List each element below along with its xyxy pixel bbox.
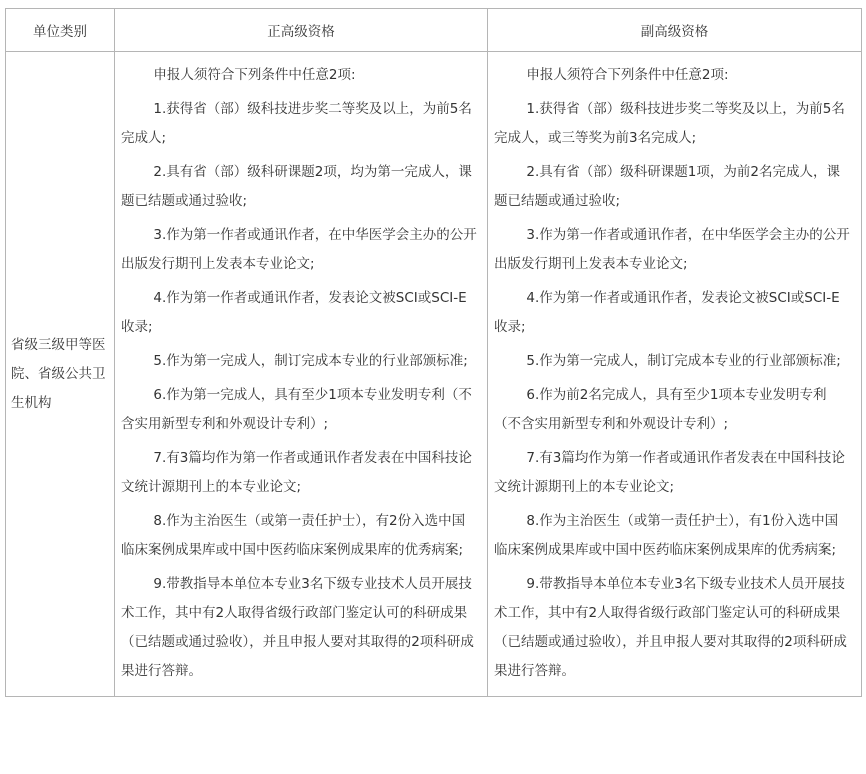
associate-criteria-cell <box>488 52 862 697</box>
header-senior-qualification: 正高级资格 <box>115 9 488 52</box>
senior-criterion-6: 6.作为第一完成人，具有至少1项本专业发明专利（不含实用新型专利和外观设计专利）; <box>121 387 472 432</box>
senior-criterion-5: 5.作为第一完成人，制订完成本专业的行业部颁标准; <box>153 353 468 369</box>
associate-intro: 申报人须符合下列条件中任意2项: <box>526 67 729 83</box>
senior-criterion-4: 4.作为第一作者或通讯作者，发表论文被SCI或SCI-E收录; <box>121 290 467 335</box>
unit-type-cell: 省级三级甲等医院、省级公共卫生机构 <box>6 52 115 697</box>
associate-criterion-9: 9.带教指导本单位本专业3名下级专业技术人员开展技术工作，其中有2人取得省级行政部门鉴定认可的科研成果（已结题或通过验收），并且申报人要对其取得的2项科研成果进行答辩。 <box>494 576 847 679</box>
associate-criterion-6: 6.作为前2名完成人，具有至少1项本专业发明专利（不含实用新型专利和外观设计专利）; <box>494 387 827 432</box>
associate-criterion-5: 5.作为第一完成人，制订完成本专业的行业部颁标准; <box>526 353 841 369</box>
associate-criterion-3: 3.作为第一作者或通讯作者，在中华医学会主办的公开出版发行期刊上发表本专业论文; <box>494 227 850 272</box>
senior-criteria-cell <box>115 52 488 697</box>
senior-criterion-3: 3.作为第一作者或通讯作者，在中华医学会主办的公开出版发行期刊上发表本专业论文; <box>121 227 477 272</box>
table-row <box>6 52 862 697</box>
associate-criterion-1: 1.获得省（部）级科技进步奖二等奖及以上，为前5名完成人，或三等奖为前3名完成人; <box>494 101 845 146</box>
associate-criterion-7: 7.有3篇均作为第一作者或通讯作者发表在中国科技论文统计源期刊上的本专业论文; <box>494 450 845 495</box>
header-unit-type: 单位类别 <box>6 9 115 52</box>
header-associate-qualification: 副高级资格 <box>488 9 862 52</box>
senior-criterion-9: 9.带教指导本单位本专业3名下级专业技术人员开展技术工作，其中有2人取得省级行政部门鉴定认可的科研成果（已结题或通过验收），并且申报人要对其取得的2项科研成果进行答辩。 <box>121 576 474 679</box>
senior-criterion-1: 1.获得省（部）级科技进步奖二等奖及以上，为前5名完成人; <box>121 101 472 146</box>
senior-criterion-8: 8.作为主治医生（或第一责任护士），有2份入选中国临床案例成果库或中国中医药临床案例成果库的优秀病案; <box>121 513 466 558</box>
associate-criterion-2: 2.具有省（部）级科研课题1项，为前2名完成人，课题已结题或通过验收; <box>494 164 840 209</box>
senior-criterion-7: 7.有3篇均作为第一作者或通讯作者发表在中国科技论文统计源期刊上的本专业论文; <box>121 450 472 495</box>
senior-intro: 申报人须符合下列条件中任意2项: <box>153 67 356 83</box>
senior-criterion-2: 2.具有省（部）级科研课题2项，均为第一完成人，课题已结题或通过验收; <box>121 164 472 209</box>
associate-criterion-4: 4.作为第一作者或通讯作者，发表论文被SCI或SCI-E收录; <box>494 290 840 335</box>
table-header-row <box>6 9 862 52</box>
associate-criterion-8: 8.作为主治医生（或第一责任护士），有1份入选中国临床案例成果库或中国中医药临床案例成果库的优秀病案; <box>494 513 839 558</box>
qualification-table <box>5 8 862 697</box>
